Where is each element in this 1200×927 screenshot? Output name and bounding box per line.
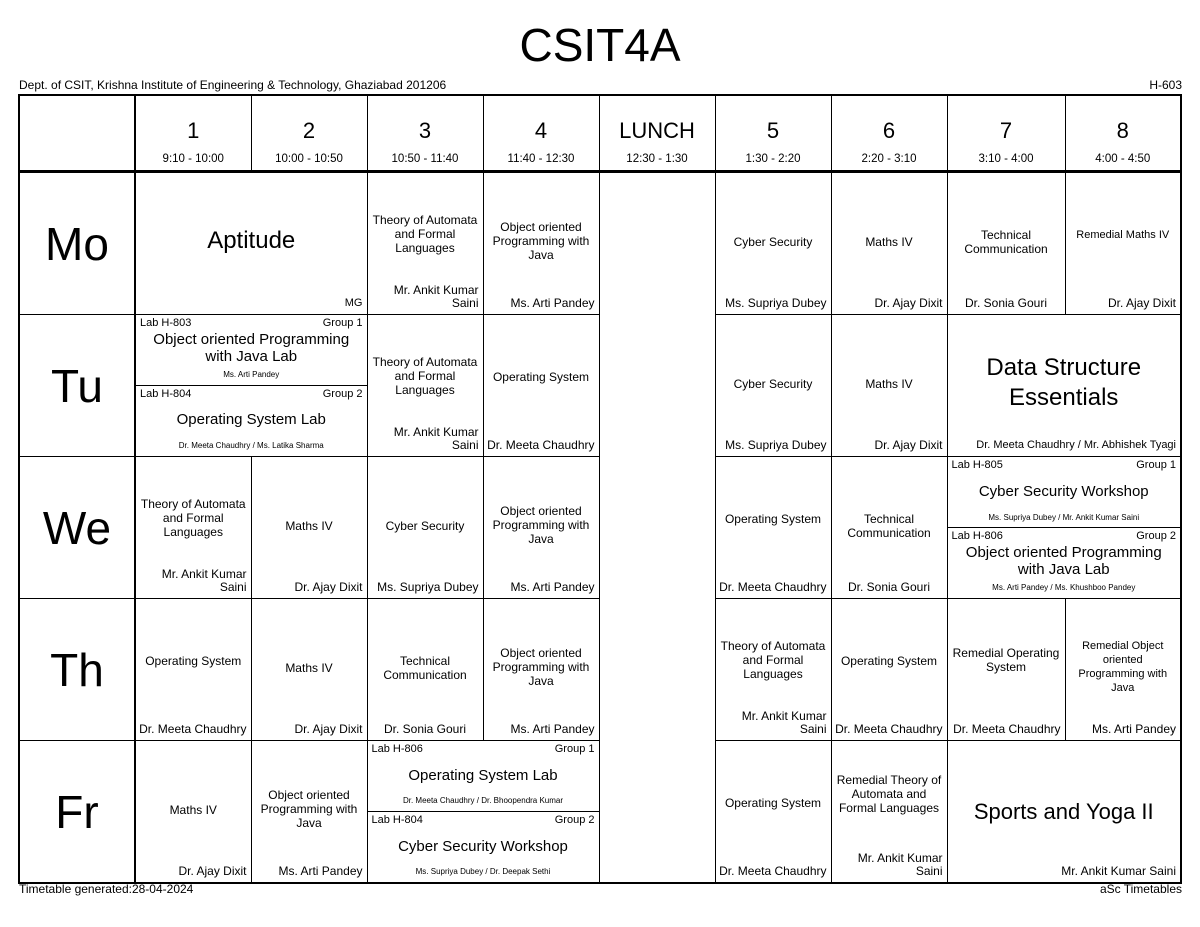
lesson-cell[interactable]: Data Structure Essentials Dr. Meeta Chaudhry / Mr. Abhishek Tyagi [947, 315, 1181, 457]
lesson-cell[interactable]: Technical Communication Dr. Sonia Gouri [367, 599, 483, 741]
department-info: Dept. of CSIT, Krishna Institute of Engineering & Technology, Ghaziabad 201206 [19, 78, 447, 92]
period-header: 4 11:40 - 12:30 [483, 95, 599, 172]
generated-date: Timetable generated:28-04-2024 [19, 882, 194, 896]
lesson-cell[interactable]: Operating System Dr. Meeta Chaudhry [483, 315, 599, 457]
lesson-cell[interactable]: Maths IV Dr. Ajay Dixit [135, 741, 251, 884]
lab-group-2[interactable]: Lab H-804 Group 2 Cyber Security Workshop Ms. Supriya Dubey / Dr. Deepak Sethi [371, 814, 595, 876]
day-label: Mo [19, 172, 135, 315]
lesson-cell[interactable]: Remedial Theory of Automata and Formal Languages Mr. Ankit Kumar Saini [831, 741, 947, 884]
lesson-cell[interactable]: Maths IV Dr. Ajay Dixit [831, 172, 947, 315]
day-label: Th [19, 599, 135, 741]
lesson-cell[interactable]: Theory of Automata and Formal Languages Mr. Ankit Kumar Saini [715, 599, 831, 741]
lab-cell[interactable] [367, 741, 599, 884]
lab-group-2[interactable]: Lab H-804 Group 2 Operating System Lab Dr. Meeta Chaudhry / Ms. Latika Sharma [140, 388, 363, 450]
timetable-title: CSIT4A [519, 19, 681, 71]
lesson-cell[interactable]: Remedial Object oriented Programming with Java Ms. Arti Pandey [1065, 599, 1181, 741]
lesson-cell[interactable]: Maths IV Dr. Ajay Dixit [251, 599, 367, 741]
lesson-cell[interactable]: Operating System Dr. Meeta Chaudhry [715, 741, 831, 884]
lesson-cell[interactable]: Theory of Automata and Formal Languages Mr. Ankit Kumar Saini [367, 315, 483, 457]
lesson-cell[interactable]: Theory of Automata and Formal Languages Mr. Ankit Kumar Saini [135, 457, 251, 599]
lesson-cell[interactable]: Object oriented Programming with Java Ms. Arti Pandey [483, 457, 599, 599]
lesson-cell[interactable]: Technical Communication Dr. Sonia Gouri [947, 172, 1065, 315]
period-header: 6 2:20 - 3:10 [831, 95, 947, 172]
lab-group-1[interactable]: Lab H-805 Group 1 Cyber Security Workshop Ms. Supriya Dubey / Mr. Ankit Kumar Saini [951, 459, 1176, 522]
lunch-header: LUNCH 12:30 - 1:30 [599, 95, 715, 172]
lesson-cell[interactable]: Maths IV Dr. Ajay Dixit [251, 457, 367, 599]
day-label: We [19, 457, 135, 599]
lab-group-2[interactable]: Lab H-806 Group 2 Object oriented Programming with Java Lab Ms. Arti Pandey / Ms. Khushboo Pandey [951, 530, 1176, 592]
lesson-cell[interactable]: Operating System Dr. Meeta Chaudhry [135, 599, 251, 741]
day-label: Fr [19, 741, 135, 884]
lesson-cell[interactable]: Cyber Security Ms. Supriya Dubey [367, 457, 483, 599]
lab-cell[interactable] [135, 315, 367, 457]
lab-cell[interactable] [947, 457, 1181, 599]
period-header: 1 9:10 - 10:00 [135, 95, 251, 172]
corner-cell [19, 95, 135, 172]
period-header: 7 3:10 - 4:00 [947, 95, 1065, 172]
lesson-cell[interactable]: Aptitude MG [135, 172, 367, 315]
period-header: 2 10:00 - 10:50 [251, 95, 367, 172]
lesson-cell[interactable]: Cyber Security Ms. Supriya Dubey [715, 172, 831, 315]
lesson-cell[interactable]: Object oriented Programming with Java Ms. Arti Pandey [483, 172, 599, 315]
lesson-cell[interactable]: Remedial Maths IV Dr. Ajay Dixit [1065, 172, 1181, 315]
period-header-row [19, 95, 1181, 172]
day-label: Tu [19, 315, 135, 457]
period-header: 5 1:30 - 2:20 [715, 95, 831, 172]
period-header: 8 4:00 - 4:50 [1065, 95, 1181, 172]
lesson-cell[interactable]: Operating System Dr. Meeta Chaudhry [831, 599, 947, 741]
lesson-cell[interactable]: Object oriented Programming with Java Ms. Arti Pandey [483, 599, 599, 741]
room-number: H-603 [1149, 78, 1182, 92]
lesson-cell[interactable]: Object oriented Programming with Java Ms. Arti Pandey [251, 741, 367, 884]
timetable-grid [18, 94, 1182, 884]
day-row-monday [19, 172, 1181, 315]
lesson-cell[interactable]: Remedial Operating System Dr. Meeta Chaudhry [947, 599, 1065, 741]
lab-group-1[interactable]: Lab H-806 Group 1 Operating System Lab Dr. Meeta Chaudhry / Dr. Bhoopendra Kumar [371, 743, 595, 805]
lesson-cell[interactable]: Cyber Security Ms. Supriya Dubey [715, 315, 831, 457]
lesson-cell[interactable]: Theory of Automata and Formal Languages Mr. Ankit Kumar Saini [367, 172, 483, 315]
lesson-cell[interactable]: Technical Communication Dr. Sonia Gouri [831, 457, 947, 599]
period-header: 3 10:50 - 11:40 [367, 95, 483, 172]
lesson-cell[interactable]: Maths IV Dr. Ajay Dixit [831, 315, 947, 457]
lesson-cell[interactable]: Sports and Yoga II Mr. Ankit Kumar Saini [947, 741, 1181, 884]
lab-group-1[interactable]: Lab H-803 Group 1 Object oriented Programming with Java Lab Ms. Arti Pandey [140, 317, 363, 379]
lesson-cell[interactable]: Operating System Dr. Meeta Chaudhry [715, 457, 831, 599]
generator-credit: aSc Timetables [1099, 882, 1182, 896]
lunch-break [599, 172, 715, 884]
